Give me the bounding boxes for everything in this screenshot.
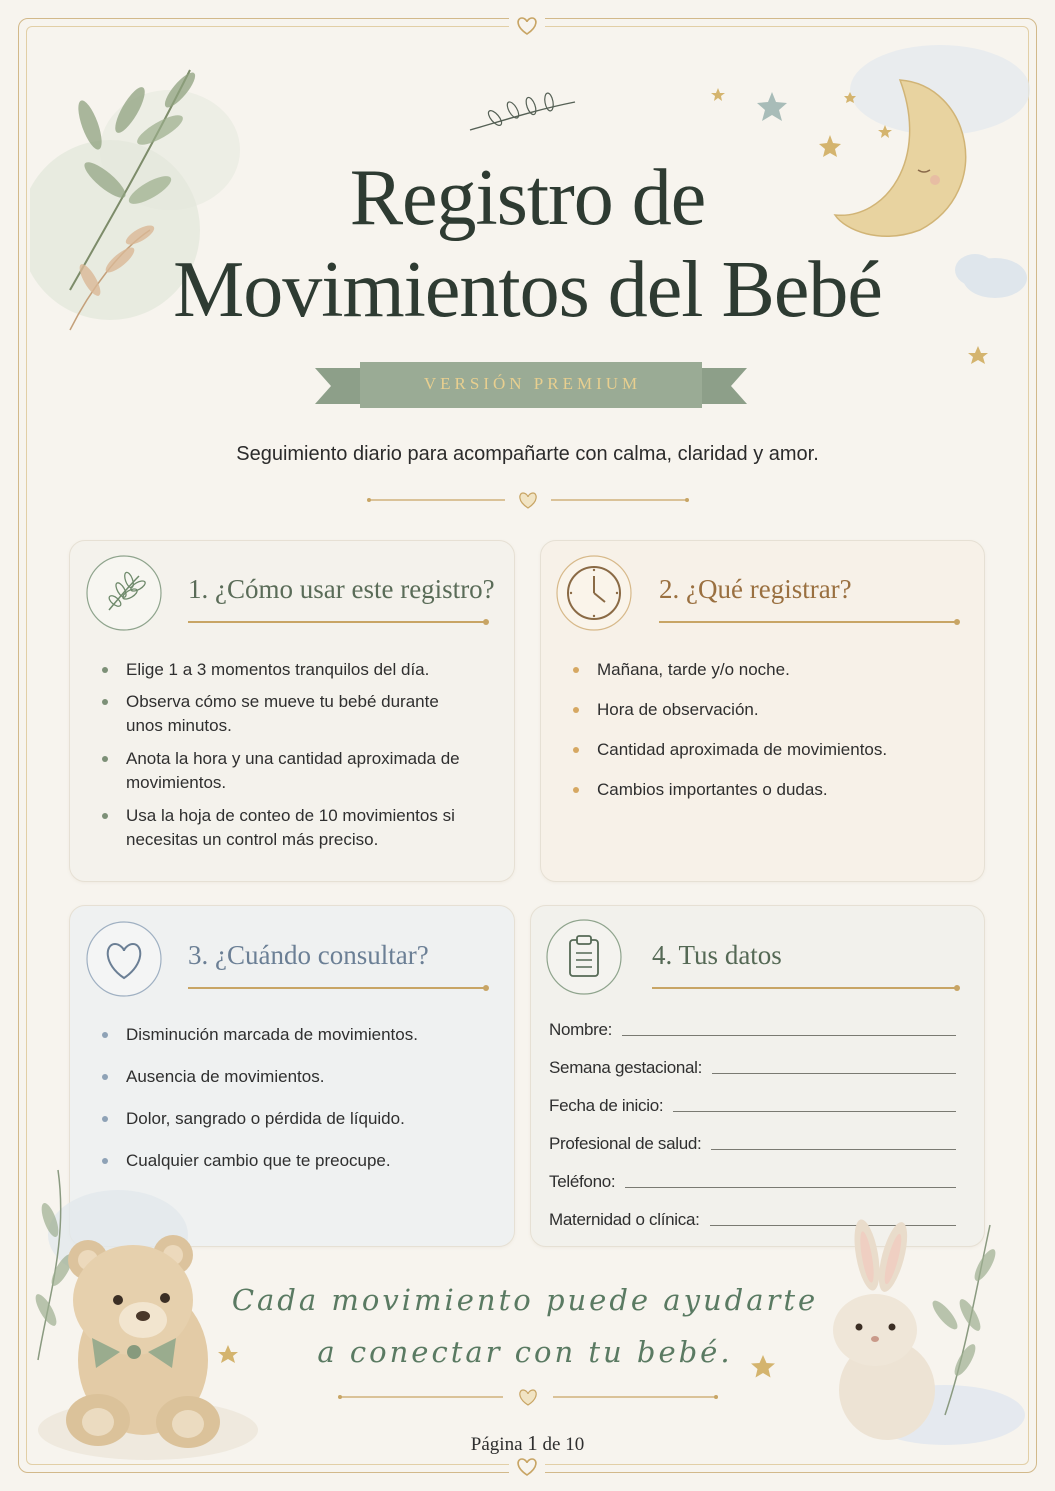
card-4-title: 4. Tus datos <box>652 940 782 970</box>
field-input-line[interactable] <box>712 1073 956 1074</box>
list-item: Ausencia de movimientos. <box>100 1065 480 1089</box>
card-3-list <box>100 1023 480 1173</box>
list-item: Cambios importantes o dudas. <box>571 778 951 802</box>
field-input-line[interactable] <box>625 1187 956 1188</box>
list-item: Usa la hoja de conteo de 10 movimientos si necesitas un control más preciso. <box>100 804 480 852</box>
heart-divider-icon <box>367 490 689 510</box>
heart-ornament-top-icon <box>509 13 545 39</box>
page-current: 1 <box>527 1431 538 1455</box>
card-2-underline <box>659 621 957 623</box>
clipboard-icon <box>545 918 623 996</box>
leaf-branch-icon <box>85 554 163 632</box>
title-line-2: Movimientos del Bebé <box>173 246 882 334</box>
field-input-line[interactable] <box>622 1035 956 1036</box>
card-2-title: 2. ¿Qué registrar? <box>659 574 852 604</box>
heart-ornament-bottom-icon <box>509 1454 545 1480</box>
heart-icon <box>85 920 163 998</box>
quote-line-2: a conectar con tu bebé. <box>317 1335 733 1369</box>
sprig-icon <box>465 92 580 137</box>
page-separator: de <box>542 1434 561 1455</box>
list-item: Cualquier cambio que te preocupe. <box>100 1149 480 1173</box>
field-label: Maternidad o clínica: <box>549 1210 700 1229</box>
field-label: Semana gestacional: <box>549 1058 703 1077</box>
field-input-line[interactable] <box>673 1111 956 1112</box>
list-item: Dolor, sangrado o pérdida de líquido. <box>100 1107 480 1131</box>
list-item: Observa cómo se mueve tu bebé durante unos minutos. <box>100 690 480 738</box>
page-number <box>0 1431 1055 1456</box>
heart-divider-bottom-icon <box>338 1386 718 1408</box>
field-label: Nombre: <box>549 1020 613 1039</box>
field-label: Teléfono: <box>549 1172 616 1191</box>
page-prefix: Página <box>470 1434 523 1455</box>
card-4-underline <box>652 987 957 989</box>
field-semana-gestacional[interactable] <box>549 1052 956 1078</box>
list-item: Hora de observación. <box>571 698 951 722</box>
ribbon-label: VERSIÓN PREMIUM <box>423 374 642 393</box>
card-3-title: 3. ¿Cuándo consultar? <box>188 940 429 970</box>
card-3-underline <box>188 987 486 989</box>
page-title <box>0 152 1055 336</box>
field-fecha-inicio[interactable] <box>549 1090 956 1116</box>
list-item: Mañana, tarde y/o noche. <box>571 658 951 682</box>
page-total: 10 <box>565 1434 585 1455</box>
field-label: Fecha de inicio: <box>549 1096 664 1115</box>
field-profesional-salud[interactable] <box>549 1128 956 1154</box>
field-telefono[interactable] <box>549 1166 956 1192</box>
quote-line-1: Cada movimiento puede ayudarte <box>231 1283 819 1317</box>
title-line-1: Registro de <box>349 154 706 242</box>
card-2-list <box>571 658 951 802</box>
field-input-line[interactable] <box>711 1149 956 1150</box>
field-label: Profesional de salud: <box>549 1134 702 1153</box>
teddy-bear-icon <box>28 1160 258 1465</box>
card-1-title: 1. ¿Cómo usar este registro? <box>188 574 495 604</box>
field-nombre[interactable] <box>549 1014 956 1040</box>
card-1-underline <box>188 621 486 623</box>
list-item: Disminución marcada de movimientos. <box>100 1023 480 1047</box>
list-item: Anota la hora y una cantidad aproximada de movimientos. <box>100 747 480 795</box>
subtitle: Seguimiento diario para acompañarte con calma, claridad y amor. <box>236 443 819 465</box>
list-item: Elige 1 a 3 momentos tranquilos del día. <box>100 658 480 682</box>
clock-icon <box>555 554 633 632</box>
list-item: Cantidad aproximada de movimientos. <box>571 738 951 762</box>
card-1-list <box>100 658 480 852</box>
